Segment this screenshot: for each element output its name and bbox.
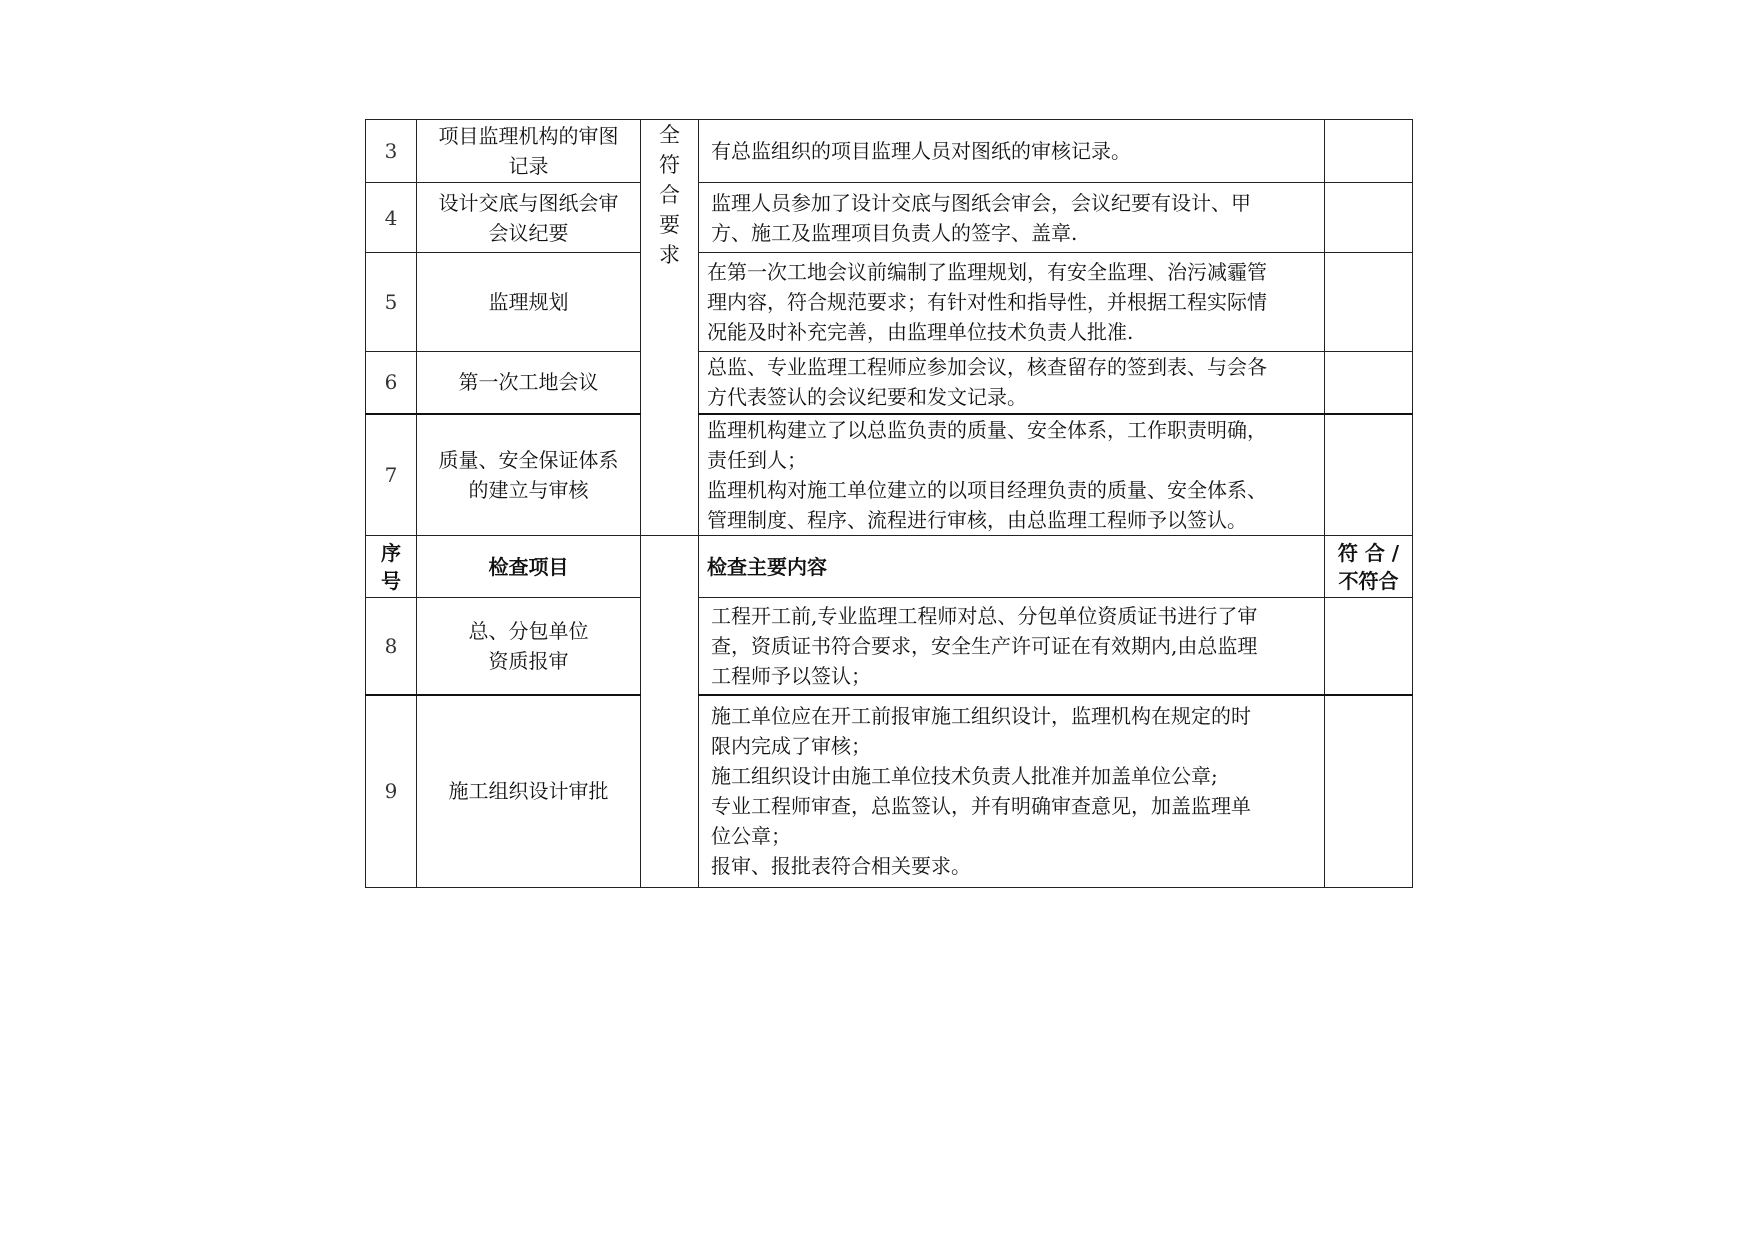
check-item: 设计交底与图纸会审 会议纪要: [417, 183, 641, 253]
check-content: 监理人员参加了设计交底与图纸会审会，会议纪要有设计、甲 方、施工及监理项目负责人的签字、盖章.: [699, 183, 1325, 253]
check-item: 第一次工地会议: [417, 352, 641, 414]
row-number: 6: [366, 352, 417, 414]
result-cell: [1325, 183, 1413, 253]
check-item: 施工组织设计审批: [417, 695, 641, 888]
check-content: 工程开工前,专业监理工程师对总、分包单位资质证书进行了审 查，资质证书符合要求，安全生产许可证在有效期内,由总监理 工程师予以签认；: [699, 598, 1325, 695]
table-row: [366, 598, 1413, 695]
check-item: 质量、安全保证体系 的建立与审核: [417, 414, 641, 536]
row-number: 7: [366, 414, 417, 536]
check-content: 在第一次工地会议前编制了监理规划，有安全监理、治污减霾管 理内容，符合规范要求；有针对性和指导性，并根据工程实际情 况能及时补充完善，由监理单位技术负责人批准.: [699, 253, 1325, 352]
row-number: 5: [366, 253, 417, 352]
header-serial-number: 序 号: [366, 536, 417, 598]
check-content: 施工单位应在开工前报审施工组织设计，监理机构在规定的时 限内完成了审核； 施工组织设计由施工单位技术负责人批准并加盖单位公章; 专业工程师审查，总监签认，并有明确审查意见，加盖监理单 位公章； 报审、报批表符合相关要求。: [699, 695, 1325, 888]
result-cell: [1325, 120, 1413, 183]
table-row: [366, 183, 1413, 253]
result-cell: [1325, 695, 1413, 888]
row-number: 8: [366, 598, 417, 695]
conformity-column-continued: [641, 536, 699, 888]
check-content: 有总监组织的项目监理人员对图纸的审核记录。: [699, 120, 1325, 183]
row-number: 9: [366, 695, 417, 888]
check-content: 监理机构建立了以总监负责的质量、安全体系，工作职责明确， 责任到人； 监理机构对施工单位建立的以项目经理负责的质量、安全体系、 管理制度、程序、流程进行审核，由总监理工程师予以签认。: [699, 414, 1325, 536]
result-cell: [1325, 414, 1413, 536]
inspection-checklist-table: [365, 119, 1413, 888]
check-item: 监理规划: [417, 253, 641, 352]
table-row: [366, 352, 1413, 414]
conformity-label-vertical: 全 符 合 要 求: [641, 120, 699, 536]
table-row: [366, 253, 1413, 352]
check-item: 项目监理机构的审图 记录: [417, 120, 641, 183]
result-cell: [1325, 253, 1413, 352]
table-row: [366, 120, 1413, 183]
header-check-content: 检查主要内容: [699, 536, 1325, 598]
result-cell: [1325, 598, 1413, 695]
table-header-row: [366, 536, 1413, 598]
row-number: 3: [366, 120, 417, 183]
header-check-item: 检查项目: [417, 536, 641, 598]
table-row: [366, 695, 1413, 888]
check-item: 总、分包单位 资质报审: [417, 598, 641, 695]
row-number: 4: [366, 183, 417, 253]
header-result: 符 合 / 不符合: [1325, 536, 1413, 598]
check-content: 总监、专业监理工程师应参加会议，核查留存的签到表、与会各 方代表签认的会议纪要和发文记录。: [699, 352, 1325, 414]
table-row: [366, 414, 1413, 536]
result-cell: [1325, 352, 1413, 414]
